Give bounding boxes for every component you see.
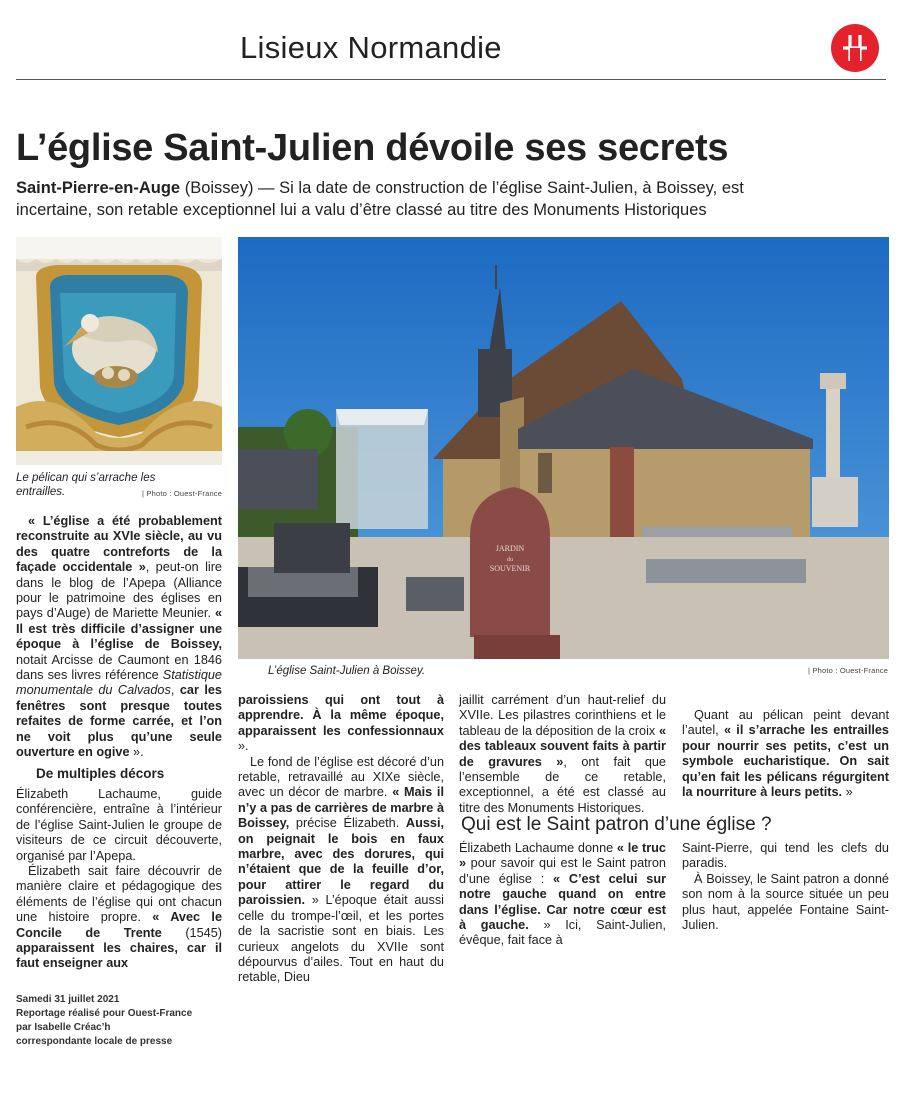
column-1 (16, 514, 222, 972)
box-quote-1: « le truc » (459, 841, 666, 871)
article-headline: L’église Saint-Julien dévoile ses secrets (16, 127, 729, 169)
box-column-1 (459, 841, 666, 949)
footer-date: Samedi 31 juillet 2021 (16, 994, 120, 1005)
column-2 (238, 693, 444, 986)
grave-text-1: JARDIN (495, 544, 525, 553)
col1-quote-4: « Avec le Concile de Trente (16, 910, 223, 940)
col2-quote-1: paroissiens qui ont tout à apprendre. À la même époque, apparaissent les confessionnaux (238, 693, 444, 738)
pelican-caption: Le pélican qui s’arrache les entrailles. (16, 472, 156, 498)
col2-paragraph-2 (238, 755, 444, 986)
section-title: Lisieux Normandie (240, 30, 502, 65)
box-text-1: Élizabeth Lachaume donne (459, 841, 617, 855)
col1-text-6: (1545) (161, 925, 222, 940)
col2-text-4: » L’époque était aussi celle du trompe-l’œil, et les portes de la sacristie sont en biais. Les curieux angelots du XVIIe sont dépourvus d’ailes. Tout en haut du retable, Dieu (238, 893, 444, 985)
col3-paragraph-1 (459, 693, 666, 816)
box-paragraph-3: À Boissey, le Saint patron a donné son nom à la source située un peu plus haut, appelée Fontaine Saint-Julien. (682, 871, 889, 933)
col1-text-4: ». (129, 745, 144, 760)
article-lede (16, 177, 776, 221)
col1-subhead: De multiples décors (36, 765, 165, 781)
footer-credits (16, 993, 192, 1049)
footer-role: correspondante locale de presse (16, 1036, 173, 1047)
col1-text-1: , peut-on lire dans le blog de l’Apepa (Alliance pour le patrimoine des églises en pays d’Auge) de Mariette Meunier. (16, 560, 222, 621)
col1-paragraph-3 (16, 864, 222, 972)
column-3 (459, 693, 666, 816)
col2-quote-2: « Mais il n’y a pas de carrières de marbre à Boissey, (238, 785, 444, 831)
column-4 (682, 708, 889, 800)
ouest-france-logo-icon (831, 24, 879, 72)
box-quote-2: « C’est celui sur notre gauche quand on entre dans l’église. Car notre cœur est à gauche. (459, 871, 667, 933)
box-text-2: pour savoir qui est le Saint patron d’une église : (459, 856, 666, 886)
col1-quote-5: apparaissent les chaires, car il faut enseigner aux (16, 940, 222, 971)
col2-text-1: ». (238, 739, 249, 754)
col4-text-2: » (842, 785, 853, 800)
pelican-photo (16, 237, 222, 465)
col1-text-3: , (170, 683, 180, 698)
col1-paragraph-2: Élizabeth Lachaume, guide conférencière, entraîne à l’intérieur de l’église Saint-Julien le groupe de visiteurs de ce circuit découverte, organisé par l’Apepa. (16, 786, 222, 863)
church-photo (238, 237, 889, 659)
pelican-credit: | Photo : Ouest-France (142, 489, 223, 498)
box-paragraph-2: Saint-Pierre, qui tend les clefs du paradis. (682, 841, 889, 871)
col1-paragraph-1 (16, 514, 222, 761)
box-column-2 (682, 841, 889, 933)
col1-text-5: Élizabeth sait faire découvrir de manière claire et pédagogique des éléments de l’église qui ont chacun une histoire propre. (16, 863, 222, 925)
box-heading: Qui est le Saint patron d’une église ? (461, 814, 772, 835)
grave-text-3: SOUVENIR (489, 564, 531, 573)
col1-quote-1: « L’église a été probablement reconstruite au XVIe siècle, au vu des quatre contreforts de la façade occidentale » (16, 514, 222, 575)
col4-text-1: Quant au pélican peint devant l’autel, (682, 708, 889, 738)
box-text-3: » Ici, Saint-Julien, évêque, fait face à (459, 918, 666, 948)
church-caption: L’église Saint-Julien à Boissey. (268, 665, 426, 677)
grave-text-2: du (507, 557, 513, 563)
box-paragraph-1 (459, 841, 666, 949)
footer-report: Reportage réalisé pour Ouest-France (16, 1008, 193, 1019)
col2-text-2: Le fond de l’église est décoré d’un retable, retravaillé au XIXe siècle, avec un décor de marbre. (238, 754, 444, 800)
col3-text-2: , ont fait que l’ensemble de ce retable, exceptionnel, a été est classé au titre des Monuments Historiques. (459, 754, 666, 815)
church-credit: | Photo : Ouest-France (808, 666, 889, 675)
col1-quote-2: « Il est très difficile d’assigner une époque à l’église de Boissey, (16, 606, 222, 652)
col4-quote-1: « il s’arrache les entrailles pour nourrir ses petits, c’est un symbole eucharistique. On sait qu’en fait les pélicans régurgitent la nourriture à leurs petits. (682, 723, 889, 800)
col2-paragraph-1 (238, 693, 444, 755)
col2-quote-3: Aussi, on peignait le bois en faux marbre, avec des dorures, qui n’étaient que de la feuille d’or, pour attirer le regard du paroissien. (238, 816, 444, 908)
lede-text: Si la date de construction de l’église Saint-Julien, à Boissey, est incertaine, son retable exceptionnel lui a valu d’être classé au titre des Monuments Historiques (16, 179, 744, 219)
footer-author: par Isabelle Créac’h (16, 1022, 111, 1033)
col1-text-2: notait Arcisse de Caumont en 1846 dans ses livres référence (16, 652, 222, 683)
col3-quote-1: « des tableaux souvent faits à partir de gravures » (459, 723, 666, 769)
col1-book-title: Statistique monumentale du Calvados (16, 668, 222, 698)
lede-place: Saint-Pierre-en-Auge (16, 179, 181, 197)
col4-paragraph-1 (682, 708, 889, 800)
header-rule (16, 79, 886, 80)
col3-text-1: jaillit carrément d’un haut-relief du XVIIe. Les pilastres corinthiens et le tableau de la déposition de la croix (459, 693, 666, 738)
lede-paren: (Boissey) — (180, 179, 280, 197)
col2-text-3: précise Élizabeth. (289, 816, 406, 831)
col1-quote-3: car les fenêtres sont presque toutes refaites de forme carrée, et l’on ne voit plus qu’une seule ouverture en ogive (16, 683, 222, 760)
